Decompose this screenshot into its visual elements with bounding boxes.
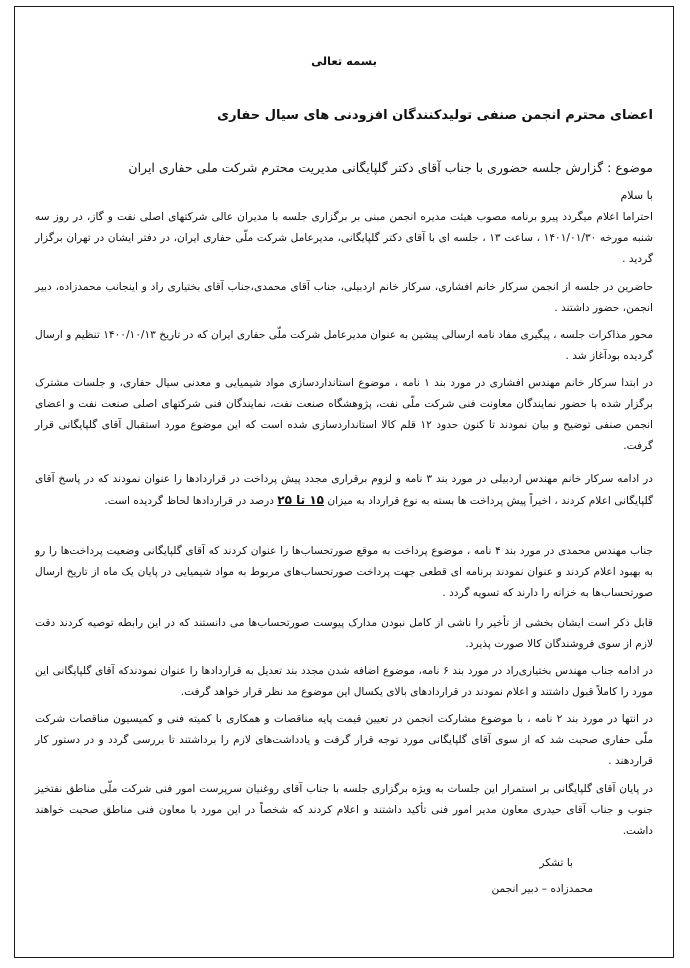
prepayment-text-before: در ادامه سرکار خانم مهندس اردبیلی در مورد بند ۳ نامه و لزوم برقراری مجدد پیش پرداخت در قراردادها را عنوان نمودند که در پاسخ آقای گلپایگانی اعلام کردند ، اخیراً پیش پرداخت ها بسته به نوع قرارداد به میزان (35, 473, 653, 507)
paragraph-conclusion: در پایان آقای گلپایگانی بر استمرار این جلسات به ویژه برگزاری جلسه با جناب آقای روغنیان سرپرست امور فنی شرکت ملّی مناطق نفتخیز جنوب و جناب آقای حیدری معاون مدیر امور فنی تأکید داشتند و اعلام کردند که شخصاً در این مورد با معاون فنی مناطق صحبت خواهند داشت. (35, 783, 653, 837)
letter-page (14, 6, 674, 958)
bismillah-heading: بسمه تعالی (311, 54, 377, 68)
paragraph-delays: قابل ذکر است ایشان بخشی از تأخیر را ناشی از کامل نبودن مدارک پیوست صورتحساب‌ها می دانستند که در این رابطه توصیه کردند دقت لازم از سوی فروشندگان کالا صورت پذیرد. (35, 617, 653, 650)
paragraph-standardization: در ابتدا سرکار خانم مهندس افشاری در مورد بند ۱ نامه ، موضوع استانداردسازی مواد شیمیایی و معدنی سیال حفاری، و جلسات مشترک برگزار شده با حضور نمایندگان معاونت فنی شرکت ملّی نفت، پژوهشگاه صنعت نفت، نمایندگان فنی شرکتهای اصلی صنعت نفت و اعضای انجمن صنفی توضیح و بیان نمودند تا کنون حدود ۱۲ قلم کالا استانداردسازی شده است که این موضوع مورد استقبال آقای گلپایگانی قرار گرفت. (35, 377, 653, 452)
recipient-line: اعضای محترم انجمن صنفی تولیدکنندگان افزودنی های سیال حفاری (217, 108, 653, 123)
signature-line: محمدزاده – دبیر انجمن (491, 883, 593, 895)
greeting: با سلام (620, 189, 653, 202)
paragraph-intro: احتراما اعلام میگردد پیرو برنامه مصوب هیئت مدیره انجمن مبنی بر برگزاری جلسه با مدیران عالی شرکتهای اصلی نفت و گاز، در روز سه شنبه مورخه ۱۴۰۱/۰۱/۳۰ ، ساعت ۱۳ ، جلسه ای با آقای دکتر گلپایگانی، مدیرعامل شرکت ملّی حفاری ایران، در دفتر ایشان در تهران برگزار گردید . (35, 211, 653, 265)
subject-line: موضوع : گزارش جلسه حضوری با جناب آقای دکتر گلپایگانی مدیریت محترم شرکت ملی حفاری ایران (128, 160, 653, 175)
paragraph-adjustment: در ادامه جناب مهندس بختیاری‌راد در مورد بند ۶ نامه، موضوع اضافه شدن مجدد بند تعدیل به قراردادها را عنوان نمودندکه آقای گلپایگانی این مورد را کاملاً قبول داشتند و اعلام نمودند در قراردادهای بالای یکسال این موضوع مد نظر قرار خواهد گرفت. (35, 665, 653, 698)
paragraph-invoices: جناب مهندس محمدی در مورد بند ۴ نامه ، موضوع پرداخت به موقع صورتحساب‌ها را عنوان کردند که آقای گلپایگانی وضعیت پرداخت‌ها را رو به بهبود اعلام کردند و عنوان نمودند برنامه ای قطعی جهت پرداخت صورتحساب‌های مربوط به مواد شیمیایی در پایان یک ماه از تاریخ ارسال صورتحساب‌ها به خزانه را دارند که تسویه گردد . (35, 545, 653, 599)
paragraph-tenders: در انتها در مورد بند ۲ نامه ، با موضوع مشارکت انجمن در تعیین قیمت پایه مناقصات و همکاری با کمیته فنی و کمیسیون مناقصات شرکت ملّی حفاری صحبت شد که از سوی آقای گلپایگانی مورد توجه قرار گرفت و یادداشت‌های لازم را برداشتند تا بررسی گردد و در دستور کار قراردهند . (35, 713, 653, 767)
prepayment-percentage: ۱۵ تا ۲۵ (277, 493, 324, 507)
letter-body (35, 7, 653, 957)
prepayment-text-after: درصد در قراردادها لحاظ گردیده است. (104, 495, 278, 507)
paragraph-attendees: حاضرین در جلسه از انجمن سرکار خانم افشاری، سرکار خانم اردبیلی، جناب آقای محمدی،جناب آقای بختیاری راد و اینجانب محمدزاده، دبیر انجمن، حضور داشتند . (35, 281, 653, 314)
paragraph-agenda: محور مذاکرات جلسه ، پیگیری مفاد نامه ارسالی پیشین به عنوان مدیرعامل شرکت ملّی حفاری ایران که در تاریخ ۱۴۰۰/۱۰/۱۳ تنظیم و ارسال گردیده بودآغاز شد . (35, 329, 653, 362)
paragraph-prepayment (35, 469, 653, 512)
closing-regards: با تشکر (539, 857, 573, 869)
